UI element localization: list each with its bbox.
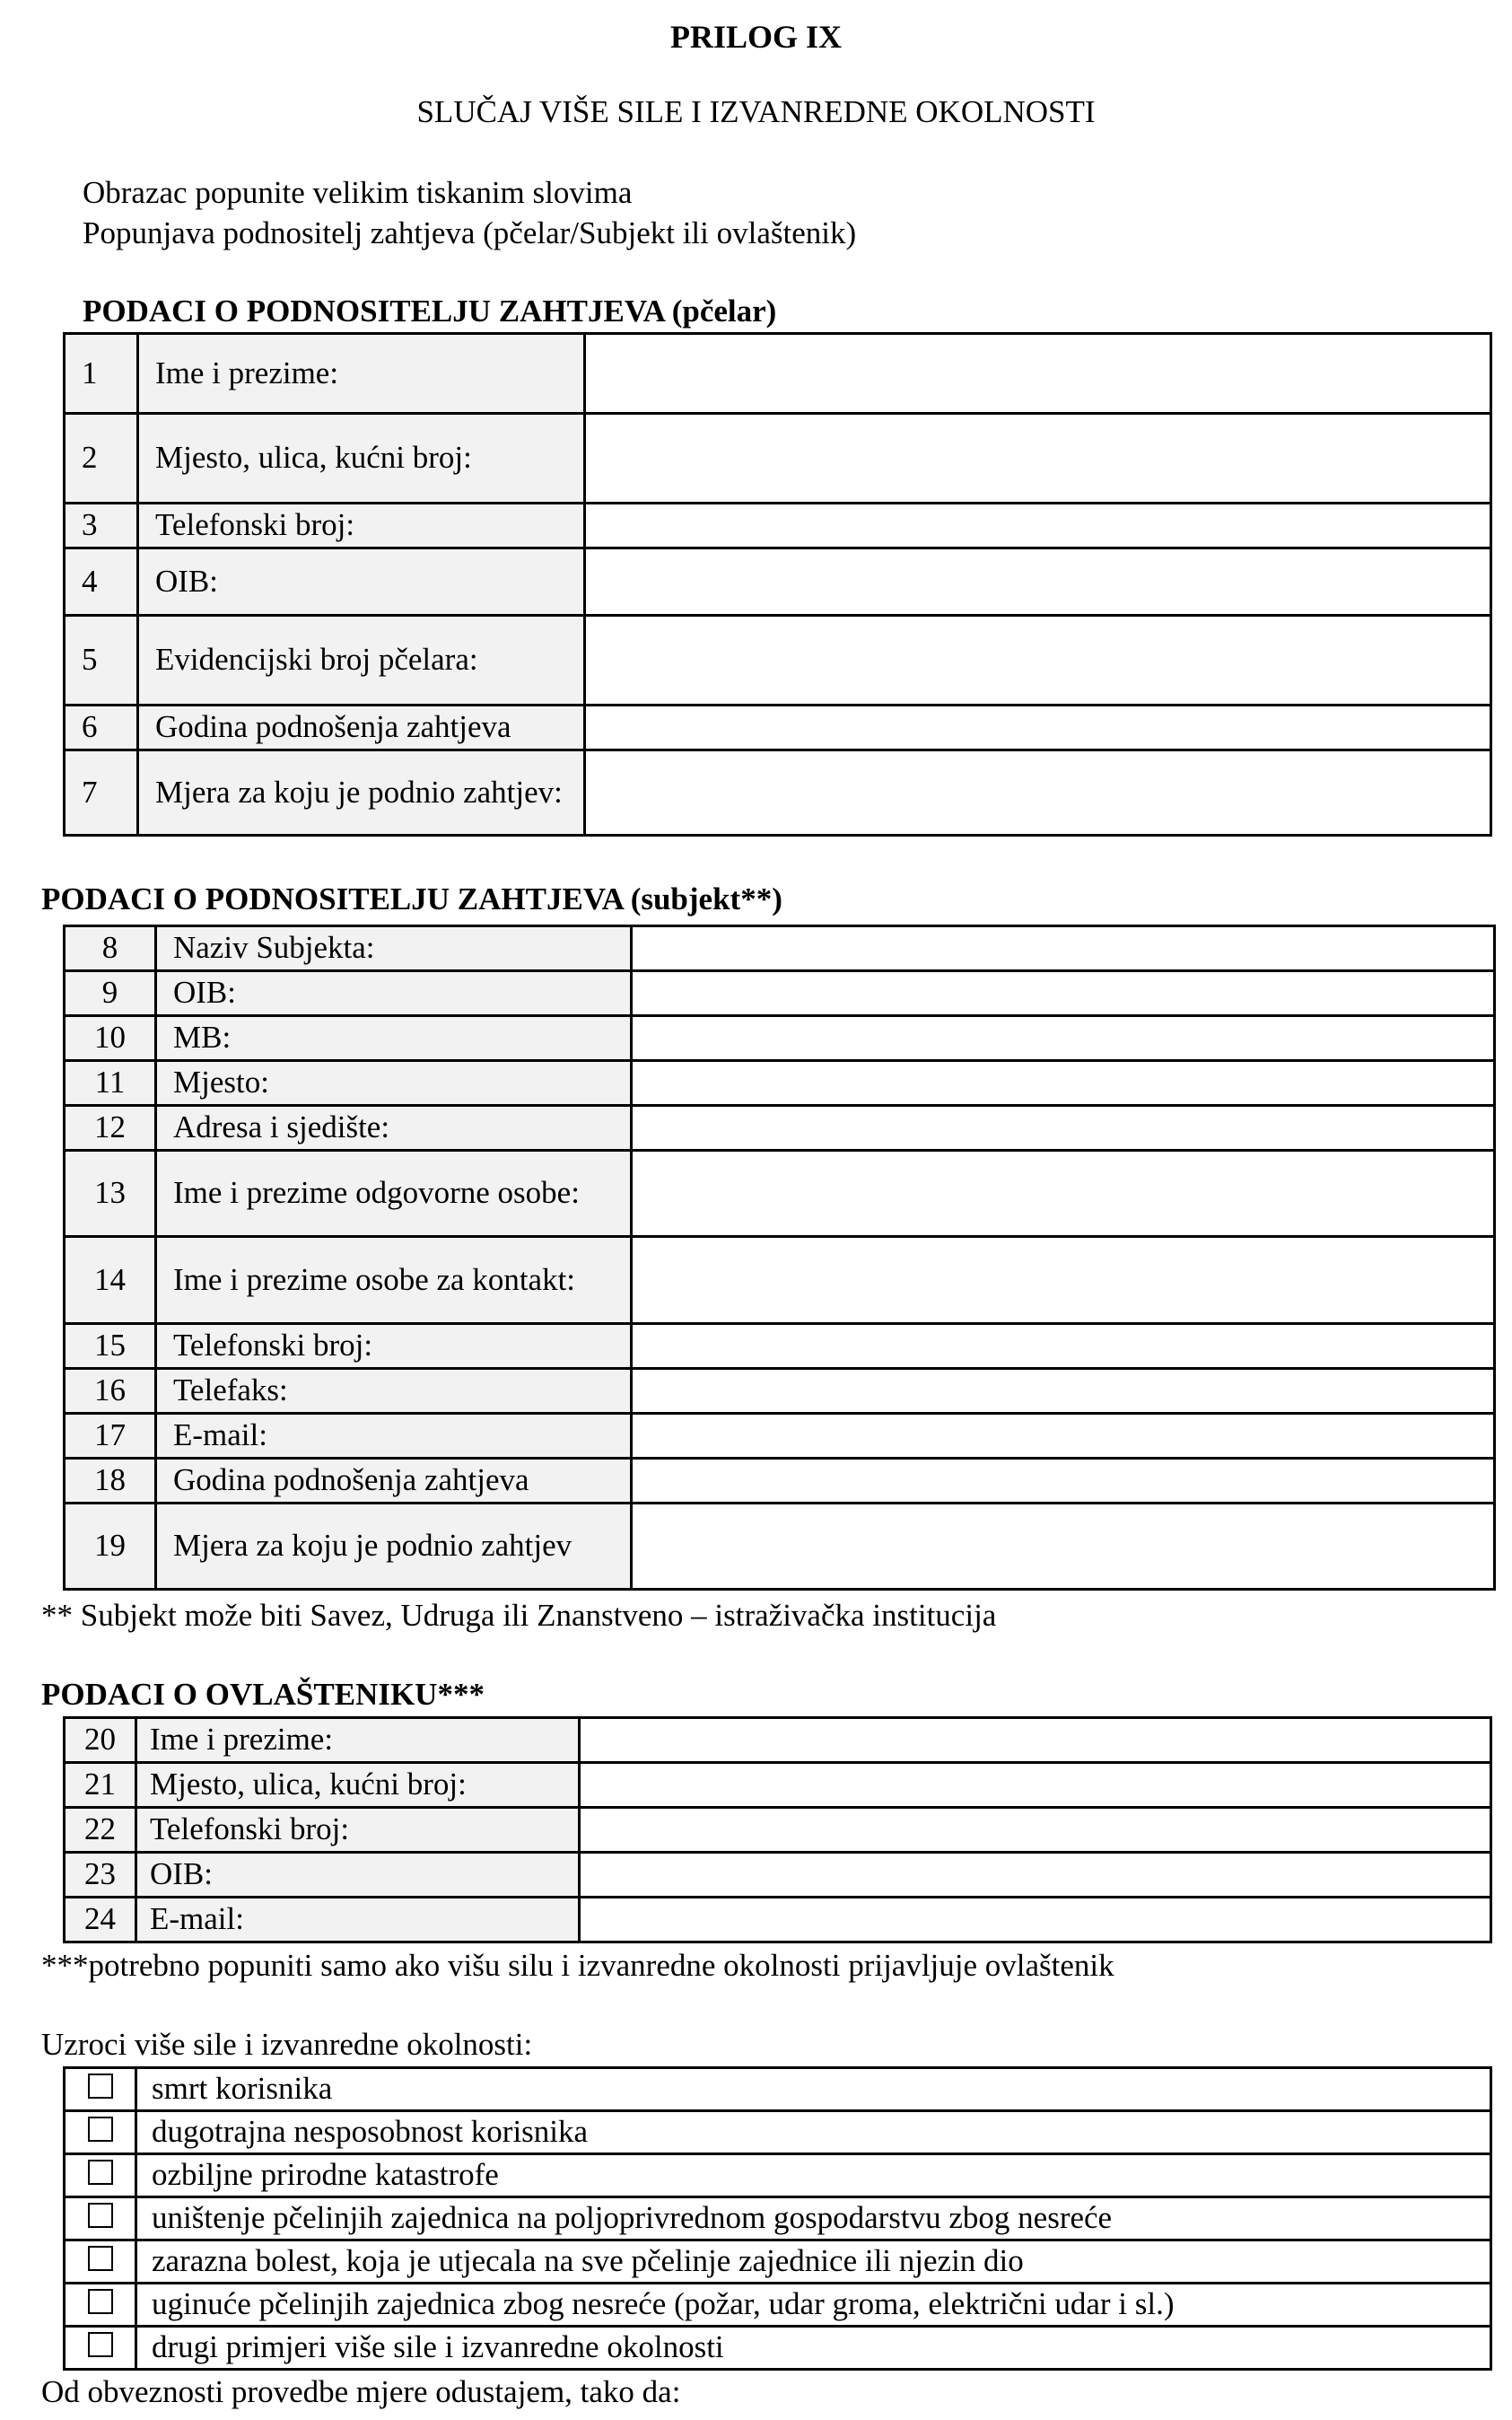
cause-label: uginuće pčelinjih zajednica zbog nesreće (požar, udar groma, električni udar i sl.) — [136, 2284, 1491, 2327]
beekeeper-table — [63, 332, 1492, 837]
authorized-name-input[interactable] — [580, 1718, 1491, 1763]
causes-table — [63, 2066, 1492, 2371]
subject-phone-input[interactable] — [632, 1324, 1495, 1369]
subject-email-input[interactable] — [632, 1414, 1495, 1459]
cause-checkbox[interactable] — [65, 2284, 136, 2327]
subject-heading: PODACI O PODNOSITELJU ZAHTJEVA (subjekt**) — [41, 881, 782, 916]
instruction-2: Popunjava podnositelj zahtjeva (pčelar/Subjekt ili ovlaštenik) — [83, 215, 857, 250]
form-title: SLUČAJ VIŠE SILE I IZVANREDNE OKOLNOSTI — [416, 94, 1096, 129]
row-number: 19 — [65, 1504, 156, 1590]
table-row — [65, 2197, 1491, 2240]
table-row — [65, 1504, 1495, 1590]
row-number: 16 — [65, 1369, 156, 1414]
table-row — [65, 1151, 1495, 1237]
row-number: 11 — [65, 1061, 156, 1106]
table-row — [65, 1898, 1491, 1942]
table-row — [65, 334, 1491, 414]
subject-year-input[interactable] — [632, 1459, 1495, 1504]
field-label: Godina podnošenja zahtjeva — [156, 1459, 632, 1504]
cause-label: ozbiljne prirodne katastrofe — [136, 2154, 1491, 2197]
table-row — [65, 1106, 1495, 1151]
contact-person-input[interactable] — [632, 1237, 1495, 1324]
row-number: 8 — [65, 926, 156, 971]
annex-title: PRILOG IX — [669, 19, 843, 55]
field-label: Telefonski broj: — [138, 504, 585, 548]
cause-checkbox[interactable] — [65, 2111, 136, 2154]
table-row — [65, 750, 1491, 836]
cause-label: zarazna bolest, koja je utjecala na sve pčelinje zajednice ili njezin dio — [136, 2240, 1491, 2284]
instruction-1: Obrazac popunite velikim tiskanim slovima — [83, 175, 633, 210]
table-row — [65, 504, 1491, 548]
field-label: Ime i prezime osobe za kontakt: — [156, 1237, 632, 1324]
table-row — [65, 1369, 1495, 1414]
cause-label: uništenje pčelinjih zajednica na poljoprivrednom gospodarstvu zbog nesreće — [136, 2197, 1491, 2240]
measure-input[interactable] — [585, 750, 1491, 836]
table-row — [65, 971, 1495, 1016]
field-label: Mjesto: — [156, 1061, 632, 1106]
table-row — [65, 2240, 1491, 2284]
cause-label: smrt korisnika — [136, 2068, 1491, 2111]
table-row — [65, 1808, 1491, 1853]
field-label: OIB: — [136, 1853, 580, 1898]
authorized-email-input[interactable] — [580, 1898, 1491, 1942]
subject-mb-cells[interactable] — [632, 1016, 1495, 1061]
field-label: MB: — [156, 1016, 632, 1061]
cause-label: dugotrajna nesposobnost korisnika — [136, 2111, 1491, 2154]
oib-cells[interactable] — [585, 548, 1491, 616]
row-number: 1 — [65, 334, 138, 414]
field-label: Mjesto, ulica, kućni broj: — [136, 1763, 580, 1808]
field-label: Ime i prezime odgovorne osobe: — [156, 1151, 632, 1237]
field-label: OIB: — [156, 971, 632, 1016]
subject-address-input[interactable] — [632, 1106, 1495, 1151]
cause-checkbox[interactable] — [65, 2240, 136, 2284]
table-row — [65, 1763, 1491, 1808]
row-number: 4 — [65, 548, 138, 616]
row-number: 13 — [65, 1151, 156, 1237]
row-number: 18 — [65, 1459, 156, 1504]
table-row — [65, 1061, 1495, 1106]
row-number: 20 — [65, 1718, 136, 1763]
row-number: 9 — [65, 971, 156, 1016]
field-label: Telefonski broj: — [136, 1808, 580, 1853]
subject-place-input[interactable] — [632, 1061, 1495, 1106]
responsible-person-input[interactable] — [632, 1151, 1495, 1237]
table-row — [65, 706, 1491, 750]
table-row — [65, 926, 1495, 971]
causes-heading: Uzroci više sile i izvanredne okolnosti: — [41, 2027, 533, 2062]
beekeeper-heading: PODACI O PODNOSITELJU ZAHTJEVA (pčelar) — [83, 294, 777, 329]
row-number: 22 — [65, 1808, 136, 1853]
table-row — [65, 2327, 1491, 2370]
name-input[interactable] — [585, 334, 1491, 414]
row-number: 5 — [65, 616, 138, 706]
row-number: 6 — [65, 706, 138, 750]
table-row — [65, 1718, 1491, 1763]
table-row — [65, 548, 1491, 616]
beekeeper-id-cells[interactable] — [585, 616, 1491, 706]
field-label: Mjera za koju je podnio zahtjev — [156, 1504, 632, 1590]
address-input[interactable] — [585, 414, 1491, 504]
subject-table — [63, 925, 1496, 1591]
cause-label: drugi primjeri više sile i izvanredne okolnosti — [136, 2327, 1491, 2370]
row-number: 21 — [65, 1763, 136, 1808]
row-number: 15 — [65, 1324, 156, 1369]
authorized-address-input[interactable] — [580, 1763, 1491, 1808]
closing-statement: Od obveznosti provedbe mjere odustajem, tako da: — [41, 2374, 681, 2409]
cause-checkbox[interactable] — [65, 2197, 136, 2240]
row-number: 2 — [65, 414, 138, 504]
phone-input[interactable] — [585, 504, 1491, 548]
field-label: OIB: — [138, 548, 585, 616]
field-label: Naziv Subjekta: — [156, 926, 632, 971]
field-label: Godina podnošenja zahtjeva — [138, 706, 585, 750]
field-label: Ime i prezime: — [136, 1718, 580, 1763]
authorized-oib-input[interactable] — [580, 1853, 1491, 1898]
subject-measure-input[interactable] — [632, 1504, 1495, 1590]
authorized-table — [63, 1716, 1492, 1943]
row-number: 24 — [65, 1898, 136, 1942]
subject-oib-cells[interactable] — [632, 971, 1495, 1016]
authorized-footnote: ***potrebno popuniti samo ako višu silu i izvanredne okolnosti prijavljuje ovlaštenik — [41, 1948, 1114, 1983]
table-row — [65, 2068, 1491, 2111]
field-label: Evidencijski broj pčelara: — [138, 616, 585, 706]
row-number: 12 — [65, 1106, 156, 1151]
row-number: 17 — [65, 1414, 156, 1459]
field-label: E-mail: — [136, 1898, 580, 1942]
table-row — [65, 1414, 1495, 1459]
cause-checkbox[interactable] — [65, 2068, 136, 2111]
row-number: 3 — [65, 504, 138, 548]
table-row — [65, 2154, 1491, 2197]
cause-checkbox[interactable] — [65, 2327, 136, 2370]
authorized-phone-input[interactable] — [580, 1808, 1491, 1853]
field-label: Adresa i sjedište: — [156, 1106, 632, 1151]
authorized-heading: PODACI O OVLAŠTENIKU*** — [41, 1677, 485, 1712]
field-label: Mjesto, ulica, kućni broj: — [138, 414, 585, 504]
field-label: Telefonski broj: — [156, 1324, 632, 1369]
table-row — [65, 616, 1491, 706]
table-row — [65, 1016, 1495, 1061]
field-label: Ime i prezime: — [138, 334, 585, 414]
row-number: 10 — [65, 1016, 156, 1061]
table-row — [65, 1459, 1495, 1504]
table-row — [65, 414, 1491, 504]
row-number: 23 — [65, 1853, 136, 1898]
row-number: 14 — [65, 1237, 156, 1324]
field-label: Mjera za koju je podnio zahtjev: — [138, 750, 585, 836]
subject-name-input[interactable] — [632, 926, 1495, 971]
field-label: E-mail: — [156, 1414, 632, 1459]
row-number: 7 — [65, 750, 138, 836]
table-row — [65, 1324, 1495, 1369]
field-label: Telefaks: — [156, 1369, 632, 1414]
table-row — [65, 1237, 1495, 1324]
table-row — [65, 2284, 1491, 2327]
table-row — [65, 1853, 1491, 1898]
subject-footnote: ** Subjekt može biti Savez, Udruga ili Znanstveno – istraživačka institucija — [41, 1598, 997, 1633]
table-row — [65, 2111, 1491, 2154]
cause-checkbox[interactable] — [65, 2154, 136, 2197]
subject-fax-input[interactable] — [632, 1369, 1495, 1414]
year-input[interactable] — [585, 706, 1491, 750]
